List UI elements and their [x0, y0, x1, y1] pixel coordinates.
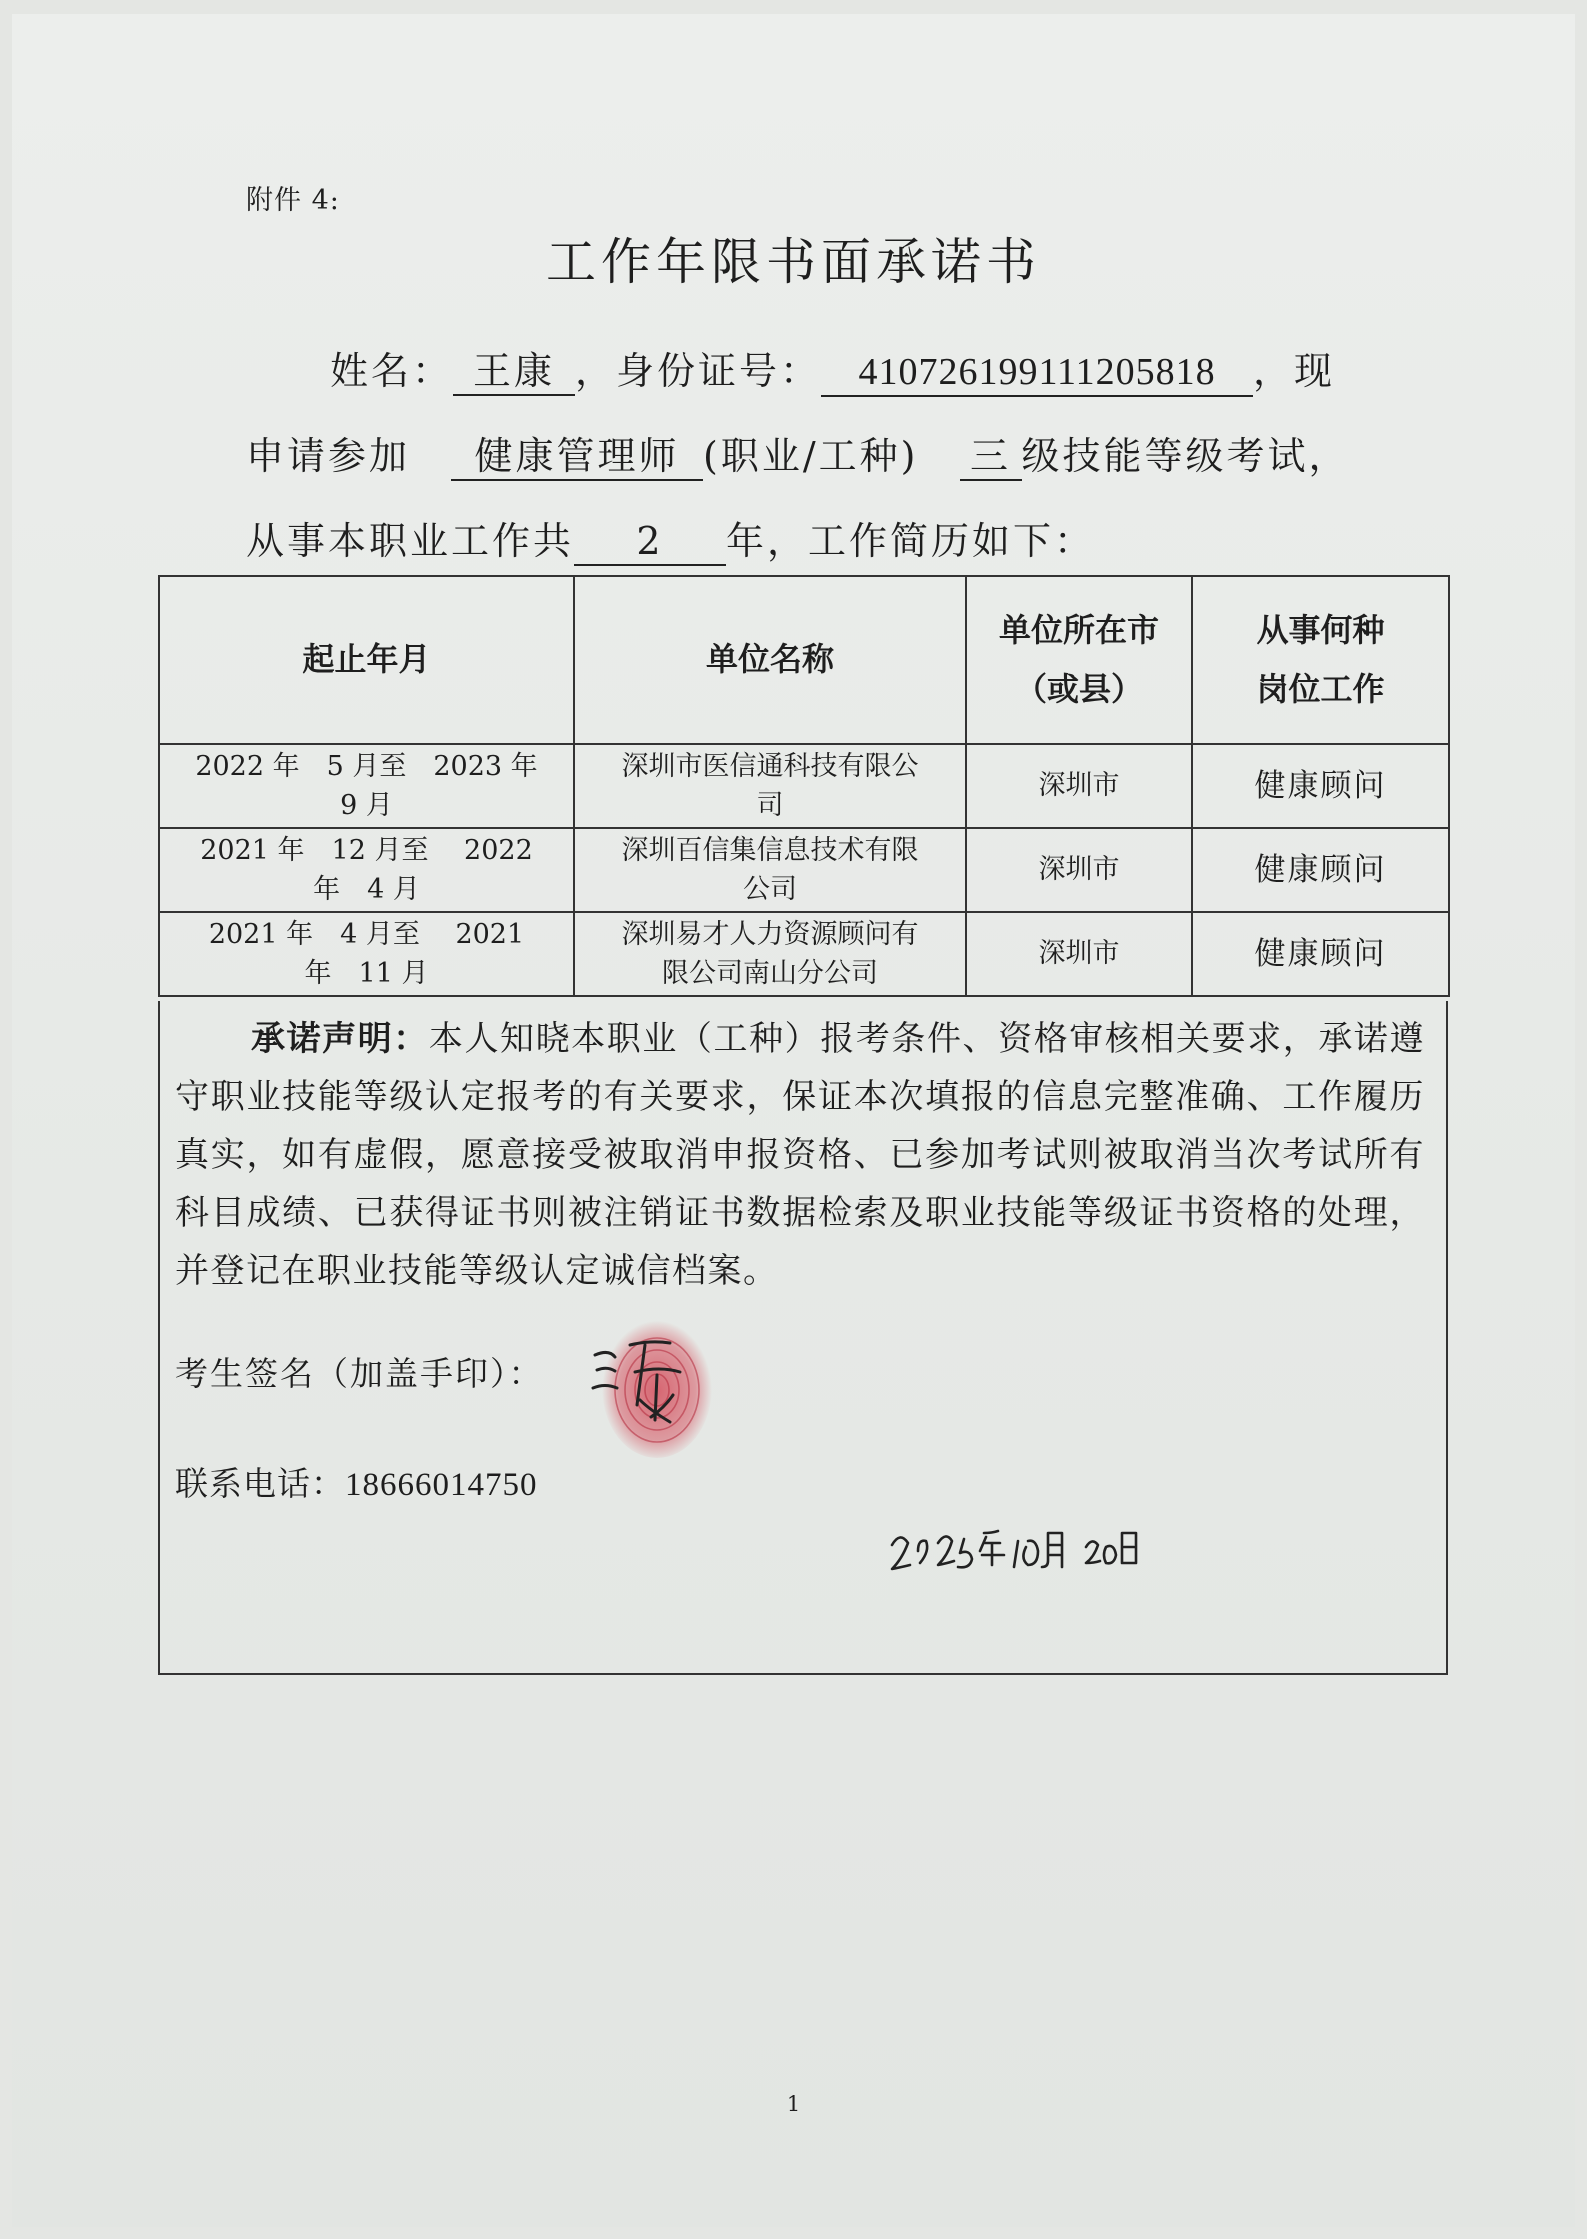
- work-history-table: [158, 575, 1450, 997]
- phone-line: [175, 1458, 538, 1505]
- apply-label: 申请参加: [246, 434, 411, 478]
- occupation: 健康管理师: [451, 435, 703, 481]
- table-row: [159, 828, 1449, 912]
- years-label: 从事本职业工作共: [246, 519, 575, 563]
- company-cell: 深圳百信集信息技术有限 公司: [574, 828, 966, 912]
- company-cell: 深圳易才人力资源顾问有 限公司南山分公司: [574, 912, 966, 996]
- period-cell: 2021 年 4 月至 2021 年 11 月: [159, 912, 574, 996]
- table-row: [159, 744, 1449, 828]
- pledge-statement: [175, 1010, 1425, 1300]
- years-suffix: 年，工作简历如下：: [726, 519, 1096, 563]
- header-company: 单位名称: [574, 576, 966, 744]
- applicant-name: 王康: [453, 350, 575, 396]
- period-cell: 2021 年 12 月至 2022 年 4 月: [159, 828, 574, 912]
- applicant-line-2: [246, 425, 1350, 481]
- fingerprint-signature: [585, 1300, 725, 1470]
- id-suffix: ，现: [1253, 349, 1336, 393]
- name-label: 姓名：: [330, 349, 454, 393]
- table-row: [159, 912, 1449, 996]
- position-cell: 健康顾问: [1192, 828, 1449, 912]
- phone-label: 联系电话：: [175, 1464, 345, 1503]
- skill-level: 三: [960, 435, 1022, 481]
- pledge-label: 承诺声明：: [251, 1019, 429, 1059]
- position-cell: 健康顾问: [1192, 744, 1449, 828]
- attachment-label: 附件 4:: [246, 185, 340, 216]
- company-cell: 深圳市医信通科技有限公 司: [574, 744, 966, 828]
- id-number: 410726199111205818: [821, 351, 1253, 397]
- handwritten-date: [888, 1515, 1188, 1585]
- level-suffix: 级技能等级考试，: [1021, 434, 1350, 478]
- id-label: ，身份证号：: [575, 349, 822, 393]
- applicant-line-3: [246, 510, 1095, 566]
- document-title: 工作年限书面承诺书: [546, 233, 1041, 291]
- city-cell: 深圳市: [966, 828, 1192, 912]
- work-years: 2: [574, 520, 726, 566]
- applicant-line-1: [330, 340, 1335, 397]
- header-period: 起止年月: [159, 576, 574, 744]
- pledge-text: 本人知晓本职业（工种）报考条件、资格审核相关要求，承诺遵守职业技能等级认定报考的有关要求，保证本次填报的信息完整准确、工作履历真实，如有虚假，愿意接受被取消申报资格、已参加考试则被取消当次考试所有科目成绩、已获得证书则被注销证书数据检索及职业技能等级证书资格的处理，并登记在职业技能等级认定诚信档案。: [175, 1019, 1425, 1291]
- page-number: 1: [786, 2092, 801, 2116]
- occupation-suffix: (职业/工种): [703, 434, 919, 478]
- city-cell: 深圳市: [966, 744, 1192, 828]
- phone-number: 18666014750: [345, 1467, 538, 1503]
- header-city: 单位所在市 （或县）: [966, 576, 1192, 744]
- header-position: 从事何种 岗位工作: [1192, 576, 1449, 744]
- table-header-row: [159, 576, 1449, 744]
- position-cell: 健康顾问: [1192, 912, 1449, 996]
- period-cell: 2022 年 5 月至 2023 年 9 月: [159, 744, 574, 828]
- signature-label: 考生签名（加盖手印）：: [175, 1354, 544, 1393]
- city-cell: 深圳市: [966, 912, 1192, 996]
